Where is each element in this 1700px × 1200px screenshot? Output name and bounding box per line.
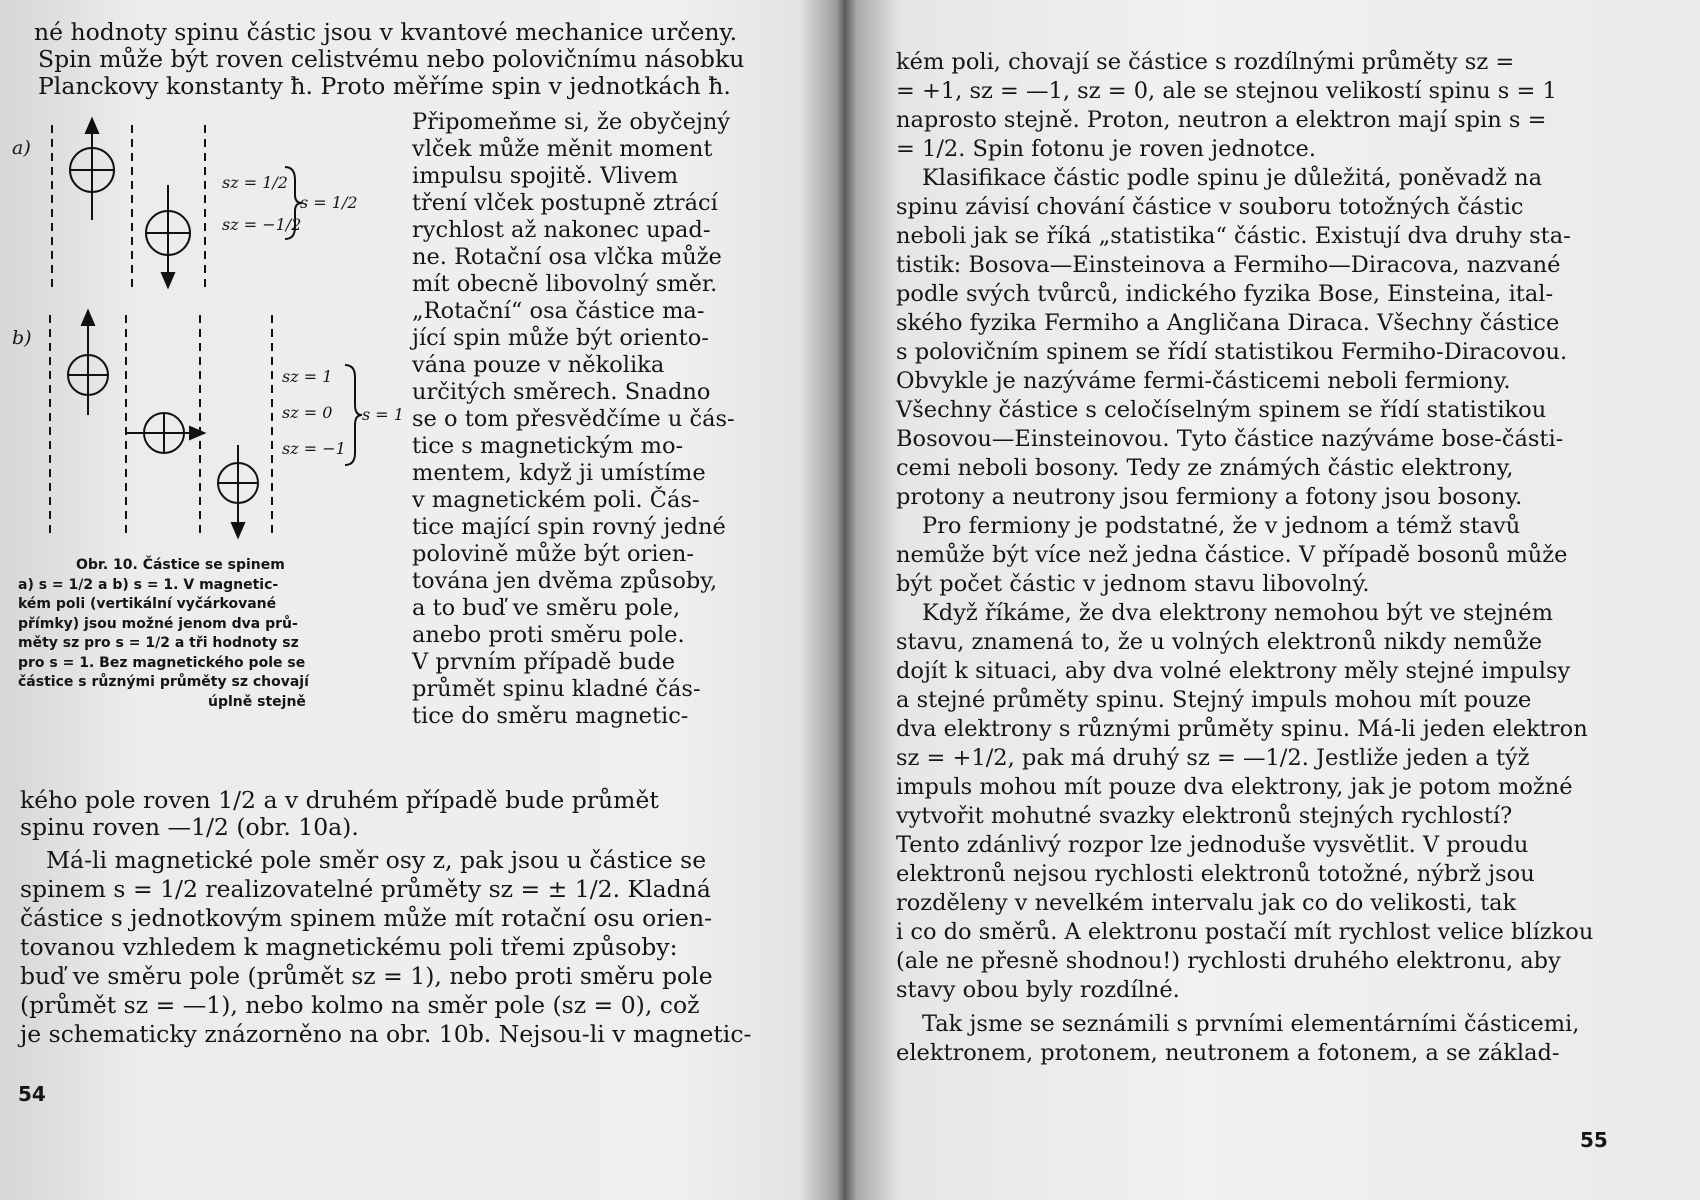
text-line: kého pole roven 1/2 a v druhém případě bude průmět	[20, 786, 659, 814]
text-line: spinu roven —1/2 (obr. 10a).	[20, 813, 359, 841]
text-line: spinem s = 1/2 realizovatelné průměty sz = ± 1/2. Kladná	[20, 875, 711, 903]
right-page	[810, 0, 1700, 1200]
text-line: Připomeňme si, že obyčejný	[412, 109, 731, 135]
text-line: být počet částic v jednom stavu libovolný.	[896, 571, 1370, 597]
figure-label-b: b)	[12, 327, 32, 349]
caption-line: částice s různými průměty sz chovají	[18, 674, 309, 690]
text-line: sz = +1/2, pak má druhý sz = —1/2. Jestliže jeden a týž	[896, 745, 1530, 771]
text-line: určitých směrech. Snadno	[412, 379, 711, 405]
text-line: spinu závisí chování částice v souboru totožných částic	[896, 194, 1524, 220]
text-line: stavy obou byly rozdílné.	[896, 977, 1180, 1003]
text-line: V prvním případě bude	[412, 649, 676, 675]
caption-line: Obr. 10. Částice se spinem	[76, 557, 285, 573]
text-line: = +1, sz = —1, sz = 0, ale se stejnou velikostí spinu s = 1	[896, 78, 1557, 104]
text-line: Všechny částice s celočíselným spinem se řídí statistikou	[896, 397, 1547, 423]
text-line: a stejné průměty spinu. Stejný impuls mohou mít pouze	[896, 687, 1532, 713]
text-line: tovanou vzhledem k magnetickému poli třemi způsoby:	[20, 933, 678, 961]
text-line: Bosovou—Einsteinovou. Tyto částice nazýváme bose-části-	[896, 426, 1564, 452]
text-line: dojít k situaci, aby dva volné elektrony měly stejné impulsy	[896, 658, 1571, 684]
text-line: Klasifikace částic podle spinu je důležitá, poněvadž na	[922, 165, 1542, 191]
text-line: i co do směrů. A elektronu postačí mít rychlost velice blízkou	[896, 919, 1594, 945]
page-number-right: 55	[1580, 1128, 1608, 1152]
text-line: Obvykle je nazýváme fermi-částicemi neboli fermiony.	[896, 368, 1511, 394]
text-line: a to buď ve směru pole,	[412, 595, 681, 621]
text-line: Pro fermiony je podstatné, že v jednom a témž stavů	[922, 513, 1521, 539]
text-line: cemi neboli bosony. Tedy ze známých částic elektrony,	[896, 455, 1514, 481]
text-line: ne. Rotační osa vlčka může	[412, 244, 722, 270]
text-line: naprosto stejně. Proton, neutron a elektron mají spin s =	[896, 107, 1547, 133]
text-line: Spin může být roven celistvému nebo polovičnímu násobku	[38, 45, 745, 73]
text-line: (průmět sz = —1), nebo kolmo na směr pole (sz = 0), což	[20, 991, 700, 1019]
text-line: protony a neutrony jsou fermiony a fotony jsou bosony.	[896, 484, 1523, 510]
page-number-left: 54	[18, 1082, 46, 1106]
text-line: (ale ne přesně shodnou!) rychlosti druhého elektronu, aby	[896, 948, 1561, 974]
caption-line: kém poli (vertikální vyčárkované	[18, 596, 277, 612]
text-line: vána pouze v několika	[412, 352, 665, 378]
text-line: v magnetickém poli. Čás-	[412, 487, 700, 513]
text-line: neboli jak se říká „statistika“ částic. Existují dva druhy sta-	[896, 223, 1571, 249]
text-line: tistik: Bosova—Einsteinova a Fermiho—Diracova, nazvané	[896, 252, 1561, 278]
figure-math: sz = 1	[282, 367, 333, 386]
text-line: tice do směru magnetic-	[412, 703, 689, 729]
text-line: podle svých tvůrců, indického fyzika Bose, Einsteina, ital-	[896, 281, 1554, 307]
text-line: mít obecně libovolný směr.	[412, 271, 718, 297]
text-line: tice mající spin rovný jedné	[412, 514, 726, 540]
figure-math: sz = −1/2	[222, 215, 302, 234]
text-line: rychlost až nakonec upad-	[412, 217, 711, 243]
figure-math: s = 1	[362, 405, 404, 424]
text-line: = 1/2. Spin fotonu je roven jednotce.	[896, 136, 1317, 162]
caption-line: a) s = 1/2 a b) s = 1. V magnetic-	[18, 576, 279, 593]
figure-math: sz = 0	[282, 403, 333, 422]
text-line: elektronem, protonem, neutronem a fotonem, a se základ-	[896, 1040, 1560, 1066]
caption-line: přímky) jsou možné jenom dva prů-	[18, 615, 298, 632]
text-line: Má-li magnetické pole směr osy z, pak jsou u částice se	[46, 846, 707, 874]
text-line: dva elektrony s různými průměty spinu. Má-li jeden elektron	[896, 716, 1588, 742]
text-line: s polovičním spinem se řídí statistikou Fermiho-Diracovou.	[896, 339, 1568, 365]
text-line: je schematicky znázorněno na obr. 10b. Nejsou-li v magnetic-	[20, 1020, 752, 1048]
text-line: stavu, znamená to, že u volných elektronů nikdy nemůže	[896, 629, 1543, 655]
text-line: nemůže být více než jedna částice. V případě bosonů může	[896, 542, 1568, 568]
text-line: částice s jednotkovým spinem může mít rotační osu orien-	[20, 904, 713, 932]
text-line: tována jen dvěma způsoby,	[412, 568, 718, 594]
text-line: tření vlček postupně ztrácí	[412, 190, 718, 216]
text-line: vytvořit mohutné svazky elektronů stejných rychlostí?	[896, 803, 1513, 829]
text-line: jící spin může být oriento-	[412, 325, 709, 351]
text-line: buď ve směru pole (průmět sz = 1), nebo proti směru pole	[20, 962, 713, 990]
left-page	[0, 0, 800, 1200]
figure-label-a: a)	[12, 137, 31, 159]
text-line: né hodnoty spinu částic jsou v kvantové mechanice určeny.	[34, 18, 738, 46]
text-line: vlček může měnit moment	[412, 136, 713, 162]
text-line: impuls mohou mít pouze dva elektrony, jak je potom možné	[896, 774, 1573, 800]
text-line: anebo proti směru pole.	[412, 622, 685, 648]
figure-math: sz = −1	[282, 439, 346, 458]
spin-figure	[0, 115, 404, 555]
text-line: „Rotační“ osa částice ma-	[412, 298, 705, 324]
text-line: Planckovy konstanty ħ. Proto měříme spin v jednotkách ħ.	[38, 72, 731, 100]
figure-caption	[18, 556, 378, 712]
text-line: tice s magnetickým mo-	[412, 433, 684, 459]
caption-line: pro s = 1. Bez magnetického pole se	[18, 654, 306, 671]
text-line: se o tom přesvědčíme u čás-	[412, 406, 735, 432]
text-line: mentem, když ji umístíme	[412, 460, 706, 486]
text-line: impulsu spojitě. Vlivem	[412, 163, 679, 189]
text-line: polovině může být orien-	[412, 541, 694, 567]
text-line: ského fyzika Fermiho a Angličana Diraca. Všechny částice	[896, 310, 1560, 336]
text-line: průmět spinu kladné čás-	[412, 676, 701, 702]
text-line: elektronů nejsou rychlosti elektronů totožné, nýbrž jsou	[896, 861, 1535, 887]
text-line: Když říkáme, že dva elektrony nemohou být ve stejném	[922, 600, 1553, 626]
text-line: kém poli, chovají se částice s rozdílnými průměty sz =	[896, 49, 1515, 75]
text-line: rozděleny v nevelkém intervalu jak co do velikosti, tak	[896, 890, 1517, 916]
figure-math: sz = 1/2	[222, 173, 288, 192]
text-line: Tento zdánlivý rozpor lze jednoduše vysvětlit. V proudu	[896, 832, 1529, 858]
figure-math: s = 1/2	[300, 193, 358, 212]
text-line: Tak jsme se seznámili s prvními elementárními částicemi,	[922, 1011, 1580, 1037]
caption-line: měty sz pro s = 1/2 a tři hodnoty sz	[18, 635, 299, 651]
spin-diagram	[0, 115, 400, 555]
caption-line: úplně stejně	[208, 693, 306, 710]
